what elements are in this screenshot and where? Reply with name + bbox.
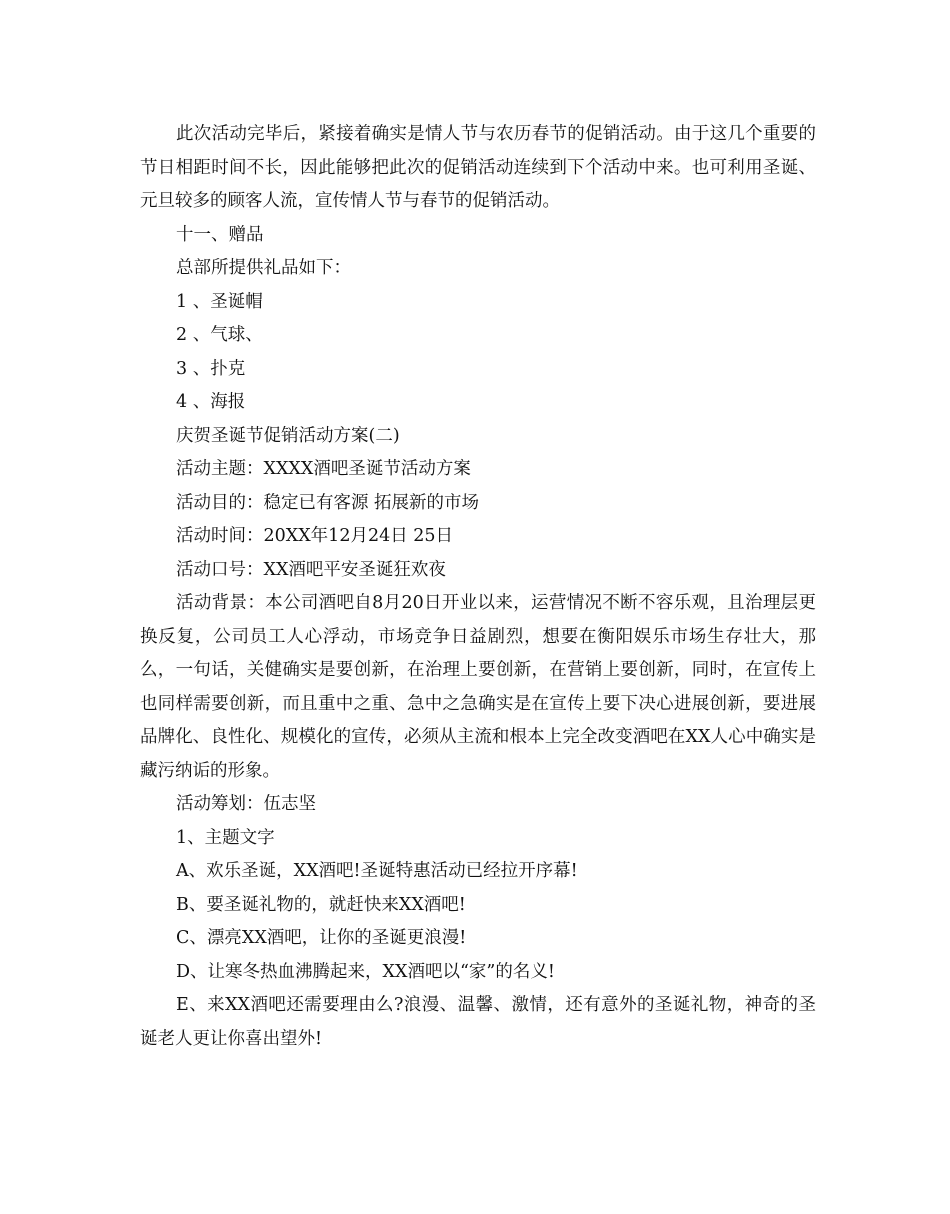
activity-time: 活动时间：20XX年12月24日 25日 xyxy=(176,526,454,546)
list-item: 1 、圣诞帽 xyxy=(176,291,263,312)
paragraph: 总部所提供礼品如下： xyxy=(176,258,351,278)
document-body xyxy=(140,118,816,1056)
theme-text-item: B、要圣诞礼物的，就赶快来XX酒吧! xyxy=(176,894,466,915)
paragraph: 此次活动完毕后，紧接着确实是情人节与农历春节的促销活动。由于这几个重要的节日相距时间不长，因此能够把此次的促销活动连续到下个活动中来。也可利用圣诞、元旦较多的顾客人流，宣传情人节与春节的促销活动。 xyxy=(140,124,816,211)
activity-background: 活动背景：本公司酒吧自8月20日开业以来，运营情况不断不容乐观，且治理层更换反复，公司员工人心浮动，市场竞争日益剧烈，想要在衡阳娱乐市场生存壮大，那么，一句话，关健确实是要创新，在治理上要创新，在营销上要创新，同时，在宣传上也同样需要创新，而且重中之重、急中之急确实是在宣传上要下决心进展创新，要进展品牌化、良性化、规模化的宣传，必须从主流和根本上完全改变酒吧在XX人心中确实是藏污纳诟的形象。 xyxy=(140,593,816,781)
theme-text-item: A、欢乐圣诞，XX酒吧!圣诞特惠活动已经拉开序幕! xyxy=(176,861,578,881)
section-heading-plan-two: 庆贺圣诞节促销活动方案(二) xyxy=(176,425,400,446)
activity-slogan: 活动口号：XX酒吧平安圣诞狂欢夜 xyxy=(176,559,446,580)
theme-text-item: C、漂亮XX酒吧，让你的圣诞更浪漫! xyxy=(176,928,467,948)
activity-theme: 活动主题：XXXX酒吧圣诞节活动方案 xyxy=(176,459,471,479)
theme-text-item: E、来XX酒吧还需要理由么?浪漫、温馨、激情，还有意外的圣诞礼物，神奇的圣诞老人更让你喜出望外! xyxy=(140,995,816,1049)
list-item: 3 、扑克 xyxy=(176,358,246,379)
activity-purpose: 活动目的：稳定已有客源 拓展新的市场 xyxy=(176,492,480,513)
list-item: 4 、海报 xyxy=(176,392,246,412)
section-heading-theme-text: 1、主题文字 xyxy=(176,827,275,848)
activity-planner: 活动筹划：伍志坚 xyxy=(176,794,316,814)
theme-text-item: D、让寒冬热血沸腾起来，XX酒吧以“家”的名义! xyxy=(176,961,555,982)
list-item: 2 、气球、 xyxy=(176,325,263,345)
section-heading-gifts: 十一、赠品 xyxy=(176,224,264,245)
